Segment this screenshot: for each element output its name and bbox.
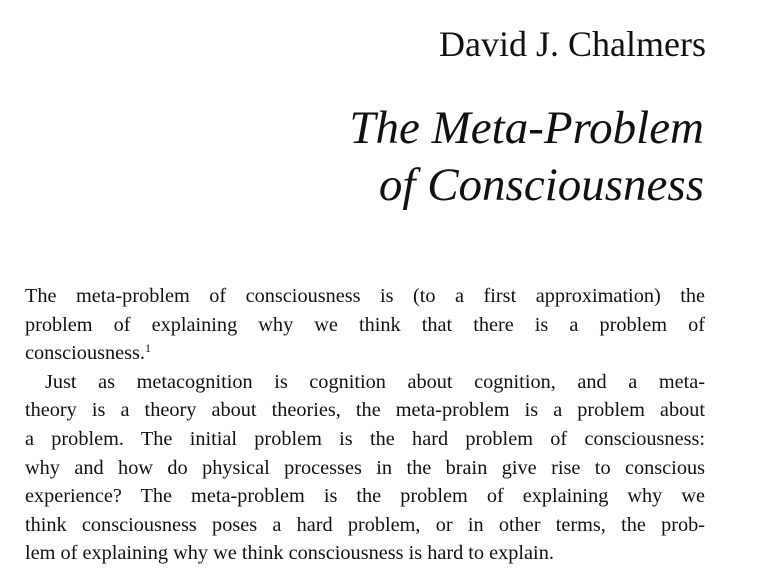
text-line	[25, 339, 705, 368]
text-line: problem of explaining why we think that there is a problem of	[25, 313, 705, 336]
text-line-content: consciousness.	[25, 342, 145, 365]
text-line: experience? The meta-problem is the problem of explaining why we	[25, 485, 705, 508]
text-line: The meta-problem of consciousness is (to a first approximation) the	[25, 285, 705, 307]
text-line: why and how do physical processes in the brain give rise to conscious	[25, 456, 705, 479]
body-text	[25, 282, 705, 568]
text-line: a problem. The initial problem is the hard problem of consciousness:	[25, 427, 705, 450]
paragraph	[25, 282, 705, 368]
paper-title	[349, 100, 704, 214]
title-line: The Meta-Problem	[349, 102, 704, 154]
text-line: lem of explaining why we think consciousness is hard to explain.	[25, 542, 554, 565]
text-line: think consciousness poses a hard problem, or in other terms, the prob-	[25, 513, 705, 536]
text-line: theory is a theory about theories, the meta-problem is a problem about	[25, 399, 705, 422]
footnote-marker[interactable]: 1	[144, 341, 151, 356]
title-line: of Consciousness	[378, 159, 704, 211]
text-line: Just as metacognition is cognition about cognition, and a meta-	[45, 370, 705, 393]
paragraph	[25, 368, 705, 568]
author-name: David J. Chalmers	[439, 24, 706, 64]
